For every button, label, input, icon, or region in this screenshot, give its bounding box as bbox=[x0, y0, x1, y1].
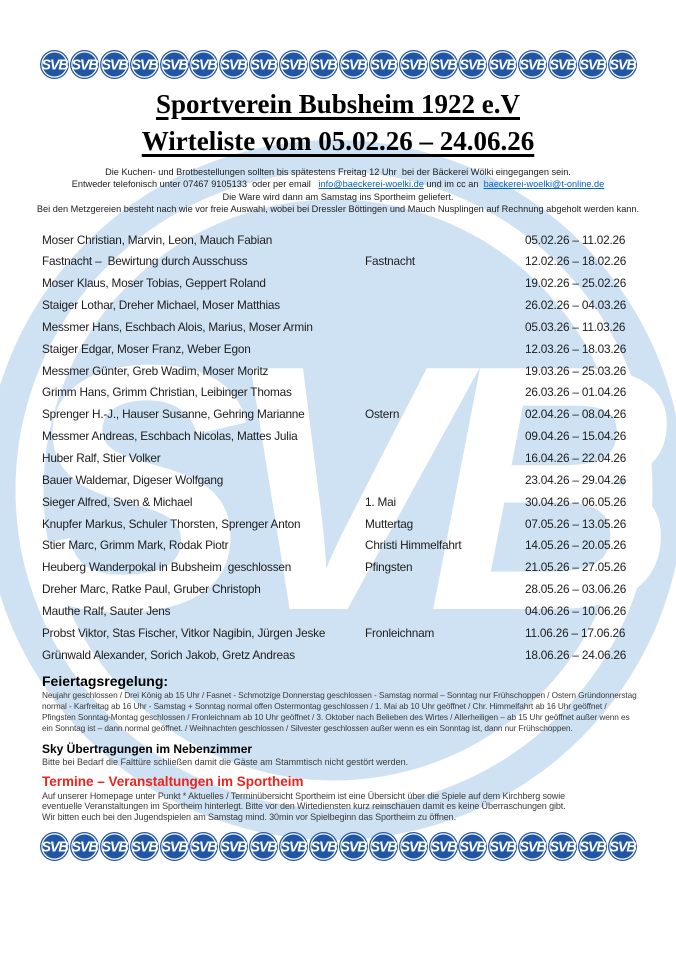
svb-club-logo-icon bbox=[100, 832, 129, 861]
roster-names: Huber Ralf, Stier Volker bbox=[42, 450, 161, 465]
svb-club-logo-icon bbox=[578, 832, 607, 861]
roster-row bbox=[42, 272, 637, 294]
feiertag-heading: Feiertagsregelung: bbox=[42, 672, 169, 689]
svb-club-logo-icon bbox=[548, 50, 577, 79]
bakery-order-info bbox=[0, 166, 676, 216]
intro-line-2 bbox=[0, 178, 676, 190]
roster-date-range: 02.04.26 – 08.04.26 bbox=[525, 407, 627, 422]
roster-row bbox=[42, 250, 637, 272]
logo-row-top bbox=[40, 0, 637, 79]
page-subtitle: Wirteliste vom 05.02.26 – 24.06.26 bbox=[141, 126, 535, 156]
roster-row bbox=[42, 578, 637, 600]
roster-row bbox=[42, 556, 637, 578]
roster-date-range: 19.03.26 – 25.03.26 bbox=[525, 363, 627, 378]
roster-date-range: 30.04.26 – 06.05.26 bbox=[525, 494, 627, 509]
termine-body-line: Auf unserer Homepage unter Punkt * Aktuelles / Terminübersicht Sportheim ist eine Übersicht über die Spiele auf dem Kirchberg sowie bbox=[42, 790, 566, 801]
roster-date-range: 12.02.26 – 18.02.26 bbox=[525, 254, 627, 269]
svb-club-logo-icon bbox=[429, 832, 458, 861]
roster-date-range: 12.03.26 – 18.03.26 bbox=[525, 341, 627, 356]
svb-club-logo-icon bbox=[70, 832, 99, 861]
roster-row bbox=[42, 447, 637, 469]
roster-row bbox=[42, 600, 637, 622]
svb-club-logo-icon bbox=[399, 50, 428, 79]
sky-body: Bitte bei Bedarf die Falttüre schließen damit die Gäste am Stammtisch nicht gestört werden. bbox=[42, 756, 409, 767]
roster-row bbox=[42, 403, 637, 425]
svb-club-logo-icon bbox=[369, 832, 398, 861]
feiertag-body: Neujahr geschlossen / Drei König ab 15 Uhr / Fasnet - Schmotzige Donnerstag geschlossen - Samstag normal – Sonntag nur Frühschoppen / Ostern Gründonnerstag normal - Karfreitag ab 16 Uhr - Samstag + Sonntag normal offen Ostermontag geschlossen / 1. Mai ab 10 Uhr geöffnet / Chr. Himmelfahrt ab 16 Uhr geöffnet / Pfingsten Sonntag-Montag geschlossen / Fronleichnam ab 10 Uhr geöffnet / 3. Oktober nach Belieben des Wirtes / Allerheiligen – ab 15 Uhr geöffnet außer wenn es ein Sonntag ist – dann normal geöffnet. / Weihnachten geschlossen / Silvester geschlossen außer wenn es ein Sonntag ist, dann nur Frühschoppen. bbox=[42, 689, 637, 733]
intro-line2-mid: und im cc an bbox=[423, 179, 484, 190]
roster-names: Staiger Edgar, Moser Franz, Weber Egon bbox=[42, 341, 251, 356]
roster-names: Knupfer Markus, Schuler Thorsten, Sprenger Anton bbox=[42, 516, 301, 531]
svb-club-logo-icon bbox=[219, 832, 248, 861]
roster-event-label: Fastnacht bbox=[365, 254, 416, 269]
svb-club-logo-icon bbox=[458, 50, 487, 79]
svb-club-logo-icon bbox=[40, 832, 69, 861]
svb-club-logo-icon bbox=[249, 832, 278, 861]
sky-heading: Sky Übertragungen im Nebenzimmer bbox=[42, 741, 253, 756]
roster-date-range: 11.06.26 – 17.06.26 bbox=[525, 625, 626, 640]
roster-date-range: 18.06.26 – 24.06.26 bbox=[525, 647, 627, 662]
roster-date-range: 05.02.26 – 11.02.26 bbox=[525, 232, 626, 247]
svb-club-logo-icon bbox=[189, 50, 218, 79]
roster-names: Sieger Alfred, Sven & Michael bbox=[42, 494, 193, 509]
roster-date-range: 26.03.26 – 01.04.26 bbox=[525, 385, 627, 400]
svb-club-logo-icon bbox=[130, 50, 159, 79]
email-link-tonline[interactable]: baeckerei-woelki@t-online.de bbox=[483, 179, 605, 190]
svb-club-logo-icon bbox=[608, 832, 637, 861]
svb-club-logo-icon bbox=[518, 832, 547, 861]
intro-line-1: Die Kuchen- und Brotbestellungen sollten bis spätestens Freitag 12 Uhr bei der Bäckerei Wölki eingegangen sein. bbox=[105, 167, 571, 177]
roster-date-range: 23.04.26 – 29.04.26 bbox=[525, 472, 627, 487]
svb-club-logo-icon bbox=[309, 50, 338, 79]
roster-row bbox=[42, 513, 637, 535]
roster-date-range: 16.04.26 – 22.04.26 bbox=[525, 450, 627, 465]
roster-row bbox=[42, 338, 637, 360]
roster-names: Moser Klaus, Moser Tobias, Geppert Roland bbox=[42, 276, 266, 291]
roster-row bbox=[42, 469, 637, 491]
roster-event-label: Ostern bbox=[365, 407, 400, 422]
roster-row bbox=[42, 534, 637, 556]
intro-line-3: Die Ware wird dann am Samstag ins Sportheim geliefert. bbox=[222, 191, 454, 202]
roster-date-range: 07.05.26 – 13.05.26 bbox=[525, 516, 627, 531]
termine-section bbox=[42, 768, 640, 823]
svb-club-logo-icon bbox=[369, 50, 398, 79]
svb-club-logo-icon bbox=[578, 50, 607, 79]
termine-body bbox=[42, 791, 640, 823]
svb-club-logo-icon bbox=[548, 832, 577, 861]
roster-event-label: 1. Mai bbox=[365, 494, 396, 509]
roster-names: Grünwald Alexander, Sorich Jakob, Gretz Andreas bbox=[42, 647, 295, 662]
svb-club-logo-icon bbox=[488, 50, 517, 79]
svb-club-logo-icon bbox=[399, 832, 428, 861]
roster-event-label: Pfingsten bbox=[365, 560, 413, 575]
roster-date-range: 09.04.26 – 15.04.26 bbox=[525, 429, 627, 444]
intro-line2-prefix: Entweder telefonisch unter 07467 9105133 oder per email bbox=[71, 179, 319, 190]
roster-row bbox=[42, 644, 637, 666]
roster-date-range: 19.02.26 – 25.02.26 bbox=[525, 276, 627, 291]
roster-row bbox=[42, 491, 637, 513]
roster-names: Staiger Lothar, Dreher Michael, Moser Matthias bbox=[42, 298, 280, 313]
roster-date-range: 28.05.26 – 03.06.26 bbox=[525, 582, 627, 597]
svb-club-logo-icon bbox=[40, 50, 69, 79]
roster-names: Messmer Günter, Greb Wadim, Moser Moritz bbox=[42, 363, 269, 378]
roster-names: Heuberg Wanderpokal in Bubsheim geschlossen bbox=[42, 560, 292, 575]
roster-names: Messmer Hans, Eschbach Alois, Marius, Moser Armin bbox=[42, 319, 313, 334]
roster-row bbox=[42, 294, 637, 316]
svb-club-logo-icon bbox=[309, 832, 338, 861]
svb-club-logo-icon bbox=[160, 50, 189, 79]
roster-names: Dreher Marc, Ratke Paul, Gruber Christoph bbox=[42, 582, 261, 597]
roster-names: Probst Viktor, Stas Fischer, Vitkor Nagibin, Jürgen Jeske bbox=[42, 625, 326, 640]
roster-names: Sprenger H.-J., Hauser Susanne, Gehring Marianne bbox=[42, 407, 305, 422]
termine-body-line: eventuelle Veranstaltungen im Sportheim hinterlegt. Bitte vor den Wirtediensten kurz reinschauen damit es keine Überraschungen gibt. bbox=[42, 801, 566, 812]
svb-club-logo-icon bbox=[70, 50, 99, 79]
svb-club-logo-icon bbox=[189, 832, 218, 861]
roster-names: Messmer Andreas, Eschbach Nicolas, Mattes Julia bbox=[42, 429, 298, 444]
roster-date-range: 21.05.26 – 27.05.26 bbox=[525, 560, 627, 575]
duty-roster-table bbox=[42, 229, 637, 666]
roster-names: Bauer Waldemar, Digeser Wolfgang bbox=[42, 472, 224, 487]
roster-date-range: 26.02.26 – 04.03.26 bbox=[525, 298, 627, 313]
termine-body-line: Wir bitten euch bei den Jugendspielen am Samstag mind. 30min vor Spielbeginn das Sportheim zu öffnen. bbox=[42, 812, 456, 823]
roster-names: Grimm Hans, Grimm Christian, Leibinger Thomas bbox=[42, 385, 292, 400]
termine-heading: Termine – Veranstaltungen im Sportheim bbox=[42, 773, 304, 789]
svb-club-logo-icon bbox=[279, 832, 308, 861]
roster-row bbox=[42, 360, 637, 382]
intro-line-4: Bei den Metzgereien besteht nach wie vor freie Auswahl, wobei bei Dressler Böttingen und Mauch Nusplingen auf Rechnung abgeholt werden kann. bbox=[36, 204, 640, 215]
roster-names: Fastnacht – Bewirtung durch Ausschuss bbox=[42, 254, 248, 269]
roster-date-range: 04.06.26 – 10.06.26 bbox=[525, 603, 627, 618]
roster-row bbox=[42, 382, 637, 404]
roster-names: Stier Marc, Grimm Mark, Rodak Piotr bbox=[42, 538, 229, 553]
svb-club-logo-icon bbox=[249, 50, 278, 79]
sky-section bbox=[42, 734, 640, 768]
svb-club-logo-icon bbox=[339, 832, 368, 861]
roster-event-label: Muttertag bbox=[365, 516, 414, 531]
svb-club-logo-icon bbox=[130, 832, 159, 861]
svb-club-logo-icon bbox=[160, 832, 189, 861]
roster-row bbox=[42, 316, 637, 338]
email-link-baeckerei[interactable]: info@baeckerei-woelki.de bbox=[318, 179, 424, 190]
roster-names: Moser Christian, Marvin, Leon, Mauch Fabian bbox=[42, 232, 273, 247]
svb-club-logo-icon bbox=[339, 50, 368, 79]
svb-club-logo-icon bbox=[458, 832, 487, 861]
roster-row bbox=[42, 622, 637, 644]
svb-club-logo-icon bbox=[608, 50, 637, 79]
svb-club-logo-icon bbox=[488, 832, 517, 861]
svb-club-logo-icon bbox=[429, 50, 458, 79]
svb-club-logo-icon bbox=[100, 50, 129, 79]
roster-row bbox=[42, 229, 637, 251]
roster-date-range: 05.03.26 – 11.03.26 bbox=[525, 319, 626, 334]
roster-row bbox=[42, 425, 637, 447]
svb-club-logo-icon bbox=[219, 50, 248, 79]
svb-club-logo-icon bbox=[279, 50, 308, 79]
feiertagsregelung-section bbox=[42, 666, 640, 734]
page-title: Sportverein Bubsheim 1922 e.V bbox=[155, 89, 520, 119]
logo-row-bottom bbox=[40, 832, 637, 861]
roster-date-range: 14.05.26 – 20.05.26 bbox=[525, 538, 627, 553]
svb-club-logo-icon bbox=[518, 50, 547, 79]
roster-names: Mauthe Ralf, Sauter Jens bbox=[42, 603, 171, 618]
roster-event-label: Christi Himmelfahrt bbox=[365, 538, 462, 553]
roster-event-label: Fronleichnam bbox=[365, 625, 435, 640]
